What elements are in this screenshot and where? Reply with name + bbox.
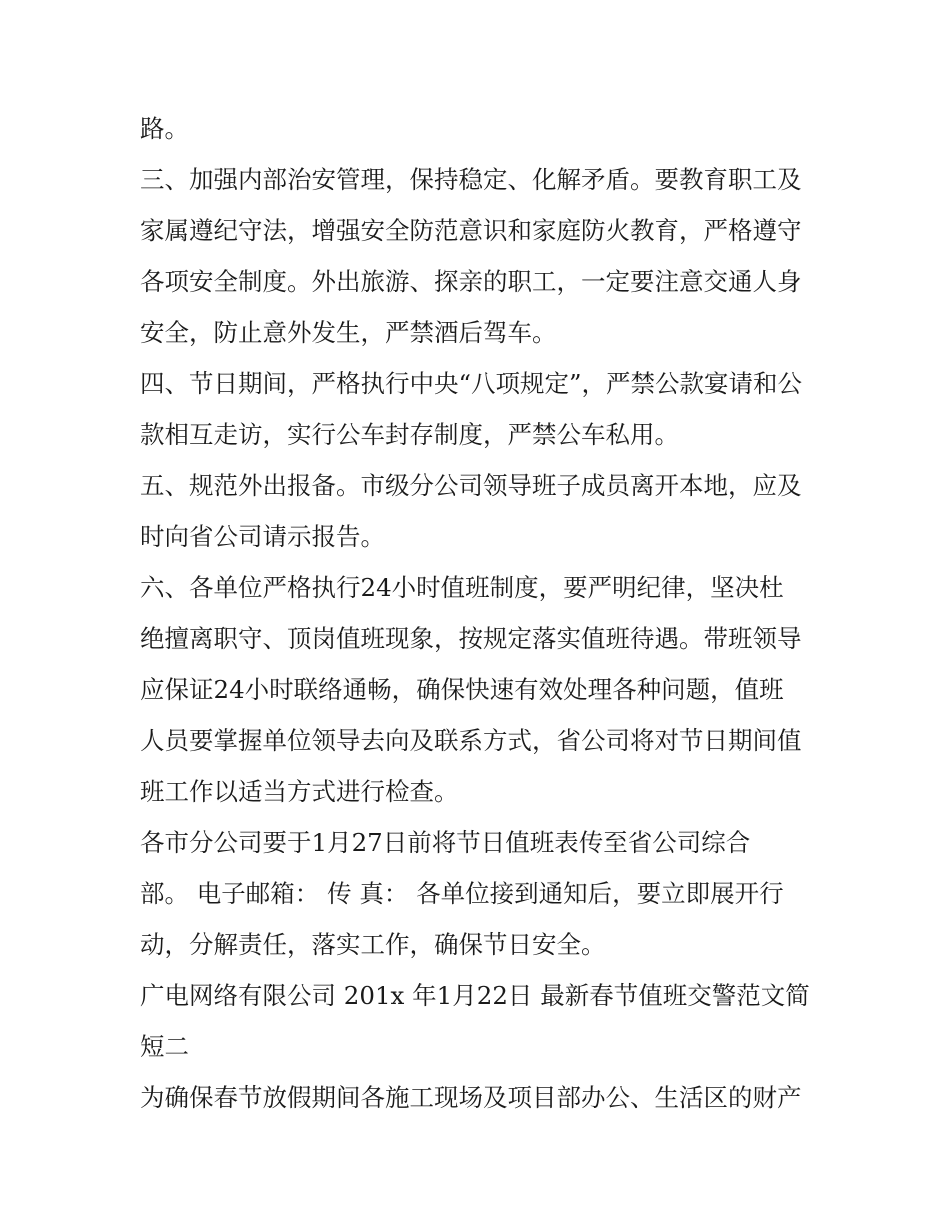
text-line: 家属遵纪守法，增强安全防范意识和家庭防火教育，严格遵守 (140, 216, 802, 245)
text-line: 班工作以适当方式进行检查。 (140, 777, 459, 806)
text-line: 三、加强内部治安管理，保持稳定、化解矛盾。要教育职工及 (140, 165, 802, 194)
text-line: 绝擅离职守、顶岗值班现象，按规定落实值班待遇。带班领导 (140, 624, 802, 653)
text-line: 为确保春节放假期间各施工现场及项目部办公、生活区的财产 (140, 1083, 802, 1112)
text-line: 人员要掌握单位领导去向及联系方式，省公司将对节日期间值 (140, 726, 802, 755)
text-line: 安全，防止意外发生，严禁酒后驾车。 (140, 318, 557, 347)
text-line: 动，分解责任，落实工作，确保节日安全。 (140, 930, 606, 959)
text-line: 五、规范外出报备。市级分公司领导班子成员离开本地，应及 (140, 471, 802, 500)
text-line: 路。 (140, 114, 189, 143)
text-line: 部。 电子邮箱： 传 真： 各单位接到通知后，要立即展开行 (140, 879, 784, 908)
text-line: 广电网络有限公司 201x 年1月22日 最新春节值班交警范文简 (140, 981, 810, 1010)
text-line: 四、节日期间，严格执行中央“八项规定”，严禁公款宴请和公 (140, 369, 803, 398)
text-line: 六、各单位严格执行24小时值班制度，要严明纪律，坚决杜 (140, 573, 784, 602)
text-line: 款相互走访，实行公车封存制度，严禁公车私用。 (140, 420, 679, 449)
text-line: 各项安全制度。外出旅游、探亲的职工，一定要注意交通人身 (140, 267, 802, 296)
text-line: 应保证24小时联络通畅，确保快速有效处理各种问题，值班 (140, 675, 784, 704)
text-line: 短二 (140, 1032, 189, 1061)
text-line: 时向省公司请示报告。 (140, 522, 385, 551)
document-body (140, 103, 830, 1123)
text-line: 各市分公司要于1月27日前将节日值班表传至省公司综合 (140, 828, 751, 857)
